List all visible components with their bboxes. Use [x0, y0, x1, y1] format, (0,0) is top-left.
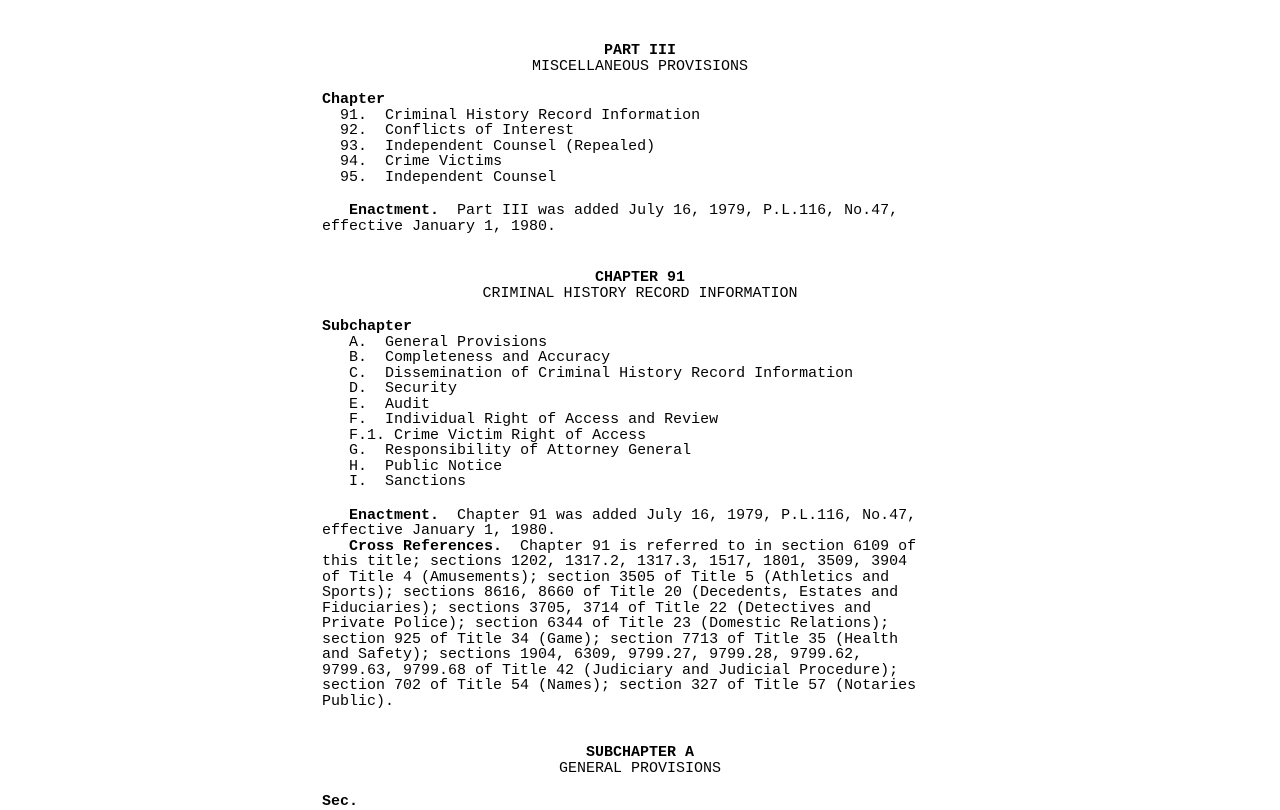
list-item: [322, 397, 962, 413]
subchapter-title: General Provisions: [385, 333, 548, 351]
cross-references-line: and Safety); sections 1904, 6309, 9799.27, 9799.28, 9799.62,: [322, 646, 863, 663]
chapter-title: Independent Counsel (Repealed): [385, 137, 656, 155]
chapter-number: 94.: [340, 153, 368, 170]
part-subheading: MISCELLANEOUS PROVISIONS: [531, 57, 749, 75]
list-item: [322, 381, 962, 397]
chapter-number: 95.: [340, 168, 368, 186]
subchapter-letter: H.: [349, 457, 368, 475]
cross-references-line: Private Police); section 6344 of Title 23 (Domestic Relations);: [322, 615, 890, 632]
cross-references-line: section 925 of Title 34 (Game); section 7713 of Title 35 (Health: [322, 630, 899, 648]
list-item: [322, 474, 962, 490]
subchapter-letter: D.: [349, 380, 368, 397]
subchapter-title: Individual Right of Access and Review: [385, 411, 719, 428]
list-item: [322, 154, 962, 170]
list-item: [322, 428, 962, 444]
document-page: [322, 43, 962, 810]
chapter-title: Crime Victims: [385, 153, 503, 170]
subchapter-list-label: Subchapter: [322, 318, 413, 335]
enactment-text: Chapter 91 was added July 16, 1979, P.L.116, No.47,: [439, 506, 917, 524]
chapter-number: 92.: [340, 122, 368, 139]
chapter-number: 91.: [340, 106, 368, 124]
cross-references-line: of Title 4 (Amusements); section 3505 of Title 5 (Athletics and: [322, 568, 890, 586]
subchapter-letter: F.: [349, 411, 368, 428]
subchapter-list: [322, 335, 962, 490]
subchapter-title: Completeness and Accuracy: [385, 349, 611, 366]
subchapter-title: Responsibility of Attorney General: [385, 442, 692, 459]
cross-references-line: section 702 of Title 54 (Names); section 327 of Title 57 (Notaries: [322, 677, 917, 694]
chapter-heading: CHAPTER 91: [594, 269, 685, 286]
subchapter-letter: B.: [349, 349, 368, 366]
enactment-label: Enactment.: [349, 202, 440, 219]
chapter-title: Criminal History Record Information: [385, 106, 701, 124]
list-item: [322, 443, 962, 459]
subchapter-subheading: GENERAL PROVISIONS: [558, 759, 722, 777]
chapter-list: [322, 108, 962, 186]
cross-references-line: 9799.63, 9799.68 of Title 42 (Judiciary and Judicial Procedure);: [322, 661, 899, 679]
subchapter-title: Sanctions: [385, 473, 467, 490]
subchapter-letter: G.: [349, 442, 368, 459]
cross-references-line: Sports); sections 8616, 8660 of Title 20 (Decedents, Estates and: [322, 584, 899, 601]
subchapter-letter: C.: [349, 364, 368, 382]
enactment-label: Enactment.: [349, 506, 440, 524]
chapter-number: 93.: [340, 137, 368, 155]
subchapter-title: Audit: [385, 395, 431, 413]
chapter-list-label: Chapter: [322, 91, 386, 108]
list-item: [322, 139, 962, 155]
list-item: [322, 335, 962, 351]
cross-references-line: this title; sections 1202, 1317.2, 1317.3, 1517, 1801, 3509, 3904: [322, 553, 908, 570]
subchapter-letter: F.1.: [349, 426, 386, 444]
section-list-label: Sec.: [322, 793, 359, 810]
chapter-subheading: CRIMINAL HISTORY RECORD INFORMATION: [482, 284, 798, 302]
list-item: [322, 108, 962, 124]
enactment-text: Part III was added July 16, 1979, P.L.116, No.47,: [439, 202, 899, 219]
part-enactment-note-cont: effective January 1, 1980.: [322, 217, 557, 235]
chapter-title: Independent Counsel: [385, 168, 557, 186]
cross-references-line: Public).: [322, 692, 395, 710]
list-item: [322, 350, 962, 366]
cross-references-text: Chapter 91 is referred to in section 6109 of: [502, 537, 917, 555]
cross-references-line: Fiduciaries); sections 3705, 3714 of Title 22 (Detectives and: [322, 599, 872, 617]
subchapter-title: Public Notice: [385, 457, 503, 475]
list-item: [322, 459, 962, 475]
subchapter-title: Security: [385, 380, 458, 397]
list-item: [322, 412, 962, 428]
subchapter-title: Dissemination of Criminal History Record Information: [385, 364, 854, 382]
part-heading: PART III: [603, 42, 676, 59]
list-item: [322, 366, 962, 382]
list-item: [322, 123, 962, 139]
cross-references-note: [322, 539, 962, 555]
list-item: [322, 170, 962, 186]
chapter-title: Conflicts of Interest: [385, 122, 575, 139]
chapter-enactment-note: [322, 508, 962, 524]
chapter-enactment-note-cont: effective January 1, 1980.: [322, 522, 557, 539]
cross-references-label: Cross References.: [349, 537, 503, 555]
subchapter-heading: SUBCHAPTER A: [585, 744, 695, 761]
subchapter-letter: I.: [349, 473, 368, 490]
subchapter-letter: A.: [349, 333, 368, 351]
subchapter-title: Crime Victim Right of Access: [394, 426, 647, 444]
subchapter-letter: E.: [349, 395, 368, 413]
part-enactment-note: [322, 203, 962, 219]
